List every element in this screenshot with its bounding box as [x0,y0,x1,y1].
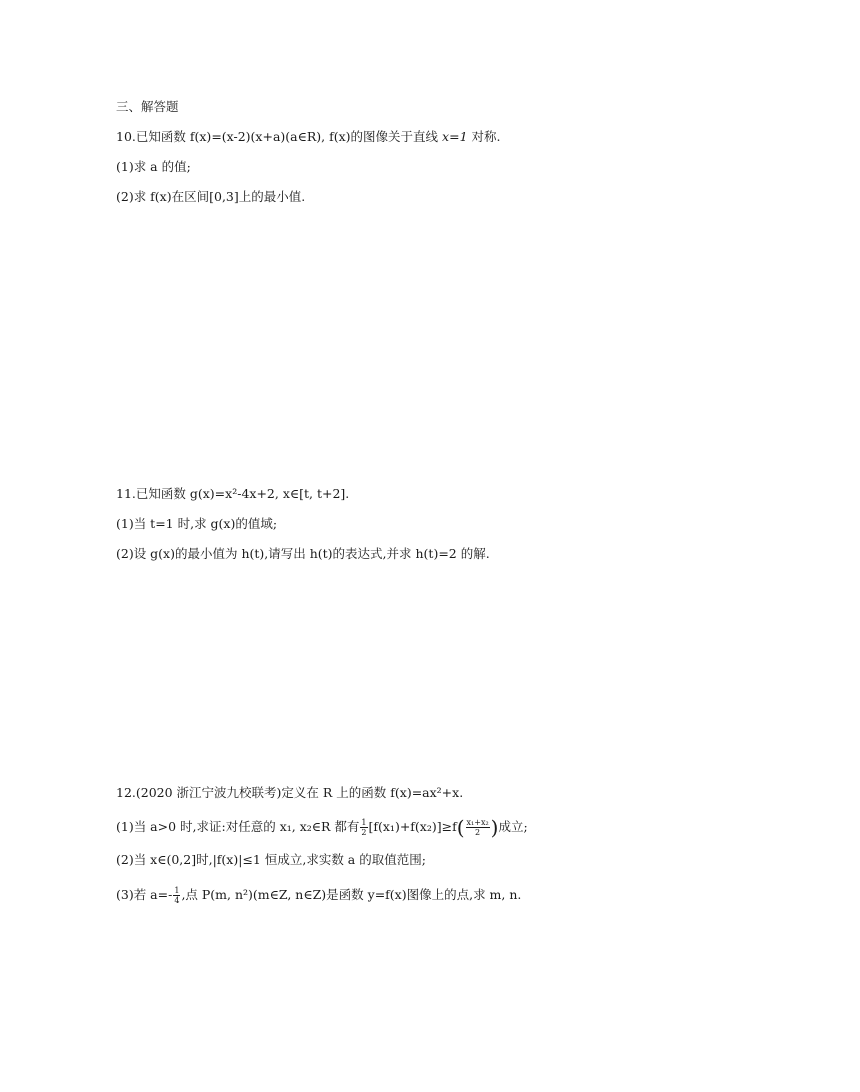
q11-stem [116,486,349,502]
q12-quarter-numerator: 1 [174,886,180,895]
q10-line-eq: x=1 [442,129,468,144]
section-title: 三、解答题 [116,99,179,114]
q12-p3-text: (3)若 a=- [116,887,173,902]
q12-p1-end: 成立; [498,819,528,834]
q10-part-1: (1)求 a 的值; [116,159,191,174]
q10-end: 对称. [471,129,501,144]
q12-part-1 [116,815,528,840]
q11-def: g(x)=x²-4x+2, x∈[t, t+2]. [189,486,350,501]
right-paren: ) [490,815,499,840]
q12-half-denominator: 2 [361,828,367,837]
q12-mean-fraction [466,818,490,837]
q11-part-1: (1)当 t=1 时,求 g(x)的值域; [116,516,278,531]
q12-quarter-fraction [173,886,180,905]
q12-quarter-denominator: 4 [174,896,180,905]
q11-part-2: (2)设 g(x)的最小值为 h(t),请写出 h(t)的表达式,并求 h(t)=2 的解. [116,546,490,561]
q12-stem [116,785,463,801]
q10-def: =(x-2)(x+a)(a∈R), [211,129,326,144]
q12-p1-middle: [f(x₁)+f(x₂)]≥f [368,819,457,834]
q11-lead: 11.已知函数 [116,486,186,501]
q12-half-numerator: 1 [361,818,367,827]
q12-part-2: (2)当 x∈(0,2]时,|f(x)|≤1 恒成立,求实数 a 的取值范围; [116,852,426,867]
q12-def: f(x)=ax²+x. [390,785,464,800]
q10-func: f(x) [189,129,212,144]
left-paren: ( [456,815,465,840]
q12-mean-denominator: 2 [475,828,481,837]
q10-stem [116,129,501,145]
q10-rest: 的图像关于直线 [350,129,439,144]
q12-part-3 [116,886,521,905]
q12-p3-rest: ,点 P(m, n²)(m∈Z, n∈Z)是函数 y=f(x)图像上的点,求 m, n. [181,887,522,902]
q12-mean-numerator: x₁+x₂ [466,818,489,827]
q12-p1-text: (1)当 a>0 时,求证:对任意的 x₁, x₂∈R 都有 [116,819,360,834]
q10-lead: 10.已知函数 [116,129,186,144]
q10-part-2: (2)求 f(x)在区间[0,3]上的最小值. [116,189,306,204]
q12-half-fraction [360,818,367,837]
q10-func2: f(x) [329,129,351,144]
q12-lead: 12.(2020 浙江宁波九校联考)定义在 R 上的函数 [116,785,387,800]
